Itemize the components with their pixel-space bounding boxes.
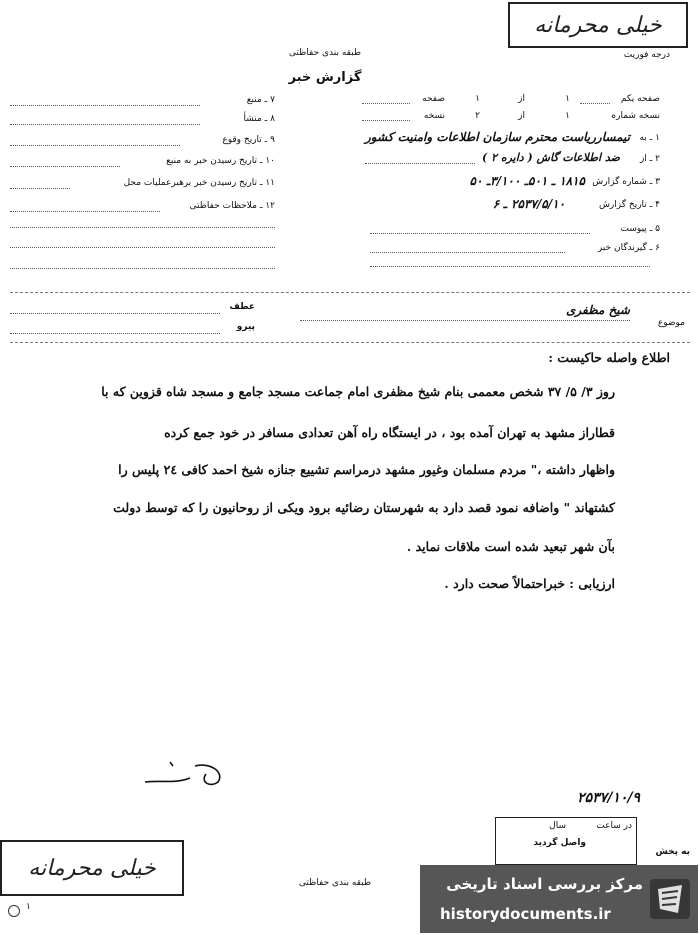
- reception-stamp: [495, 817, 637, 865]
- page-of: از: [518, 94, 525, 104]
- top-stamp-text: خیلی محرمانه: [534, 12, 662, 38]
- page-num1: ۱: [565, 94, 570, 104]
- report-date-label: ۴ ـ تاریخ گزارش: [598, 200, 660, 210]
- classification-header: طبقه بندی حفاظتی: [288, 48, 362, 58]
- header-divider: [10, 292, 690, 293]
- subject-divider: [10, 342, 690, 343]
- watermark-url: historydocuments.ir: [440, 905, 611, 923]
- ops-receipt-row: ۱۱ ـ تاریخ رسیدن خبر برهبرعملیات محل: [10, 178, 275, 188]
- body-line-1: روز ۳/ ۵/ ۳۷ شخص معممی بنام شیخ مظفری امام جماعت مسجد جامع و مسجد شاه قزوین که با: [101, 384, 615, 399]
- classification-footer: طبقه بندی حفاظتی: [298, 878, 372, 888]
- from-label: ۲ ـ از: [639, 154, 660, 164]
- page-end: صفحه: [422, 94, 445, 104]
- copy-row: [360, 111, 660, 125]
- bottom-number: ۲۵۳۷/۱۰/۹: [577, 790, 640, 806]
- arrival-label: واصل گردید: [533, 838, 586, 848]
- atf-label: عطف: [229, 302, 255, 312]
- page-label: صفحه یکم: [620, 94, 660, 104]
- report-number-value: ۱۸۱۵ ـ ۵۰۱ـ ۳/۱۰۰ـ ۵۰: [469, 174, 585, 188]
- report-number-label: ۳ ـ شماره گزارش: [592, 177, 660, 187]
- recipients-label: ۶ ـ گیرندگان خبر: [597, 243, 660, 253]
- source-row: ۷ ـ منبع: [10, 95, 275, 105]
- copy-label: نسخه شماره: [611, 111, 660, 121]
- page-marker: ۱: [26, 902, 31, 912]
- watermark-logo-icon: [648, 875, 692, 923]
- to-label: ۱ ـ به: [639, 133, 660, 143]
- to-row: [340, 130, 660, 146]
- occurrence-date-row: ۹ ـ تاریخ وقوع: [10, 135, 275, 145]
- bottom-classification-stamp: [0, 840, 184, 896]
- from-row: [360, 151, 660, 167]
- copy-of: از: [518, 111, 525, 121]
- security-notes-row: ۱۲ ـ ملاحظات حفاظتی: [10, 201, 275, 211]
- copy-end: نسخه: [423, 111, 445, 121]
- watermark: [420, 865, 698, 933]
- year-label: سال: [549, 821, 566, 831]
- body-line-3: واظهار داشته ،" مردم مسلمان وغیور مشهد درمراسم تشییع جنازه شیخ احمد کافی ۲٤ پلیس را: [118, 462, 615, 477]
- received-label: در ساعت: [596, 821, 632, 831]
- report-number-row: [360, 174, 660, 190]
- source-receipt-row: ۱۰ ـ تاریخ رسیدن خبر به منبع: [10, 156, 275, 166]
- report-date-row: [360, 197, 660, 213]
- recipients-row: [360, 240, 660, 256]
- attachment-label: ۵ ـ پیوست: [620, 224, 660, 234]
- copy-num1: ۱: [565, 111, 570, 121]
- top-classification-stamp: [508, 2, 688, 48]
- attachment-row: [360, 221, 660, 237]
- page-row: [360, 94, 660, 108]
- body-line-4: کشتهاند " واضافه نمود قصد دارد به شهرستان رضائیه برود ویکی از روحانیون را که توسط دولت: [113, 500, 615, 515]
- from-value: ضد اطلاعات گاش ( دایره ۲ ): [482, 151, 620, 164]
- body-line-5: بآن شهر تبعید شده است ملاقات نماید .: [406, 539, 615, 554]
- hole-punch: [8, 905, 20, 917]
- peyro-label: پیرو: [236, 322, 255, 332]
- subject-label: موضوع: [657, 318, 685, 328]
- salutation: اطلاع واصله حاکیست :: [548, 350, 670, 365]
- origin-row: ۸ ـ منشأ: [10, 114, 275, 124]
- signature: [140, 752, 240, 792]
- to-value: تیمسارریاست محترم سازمان اطلاعات وامنیت کشور: [365, 130, 630, 144]
- page-num2: ۱: [475, 94, 480, 104]
- bottom-stamp-text: خیلی محرمانه: [28, 855, 156, 881]
- watermark-title: مرکز بررسی اسناد تاریخی: [446, 875, 643, 893]
- distribution-label: به پخش: [655, 847, 690, 857]
- copy-num2: ۲: [475, 111, 480, 121]
- body-line-2: قطاراز مشهد به تهران آمده بود ، در ایستگاه راه آهن تعدادی مسافر در خود جمع کرده: [164, 425, 615, 440]
- urgency-caption: درجه فوریت: [623, 50, 670, 60]
- report-title: گزارش خبر: [288, 70, 362, 85]
- evaluation: ارزیابی : خبراحتمالاً صحت دارد .: [444, 576, 615, 591]
- subject-value: شیخ مظفری: [566, 303, 630, 317]
- report-date-value: ۲۵۳۷/۵/۱۰ ـ ۶: [492, 197, 565, 211]
